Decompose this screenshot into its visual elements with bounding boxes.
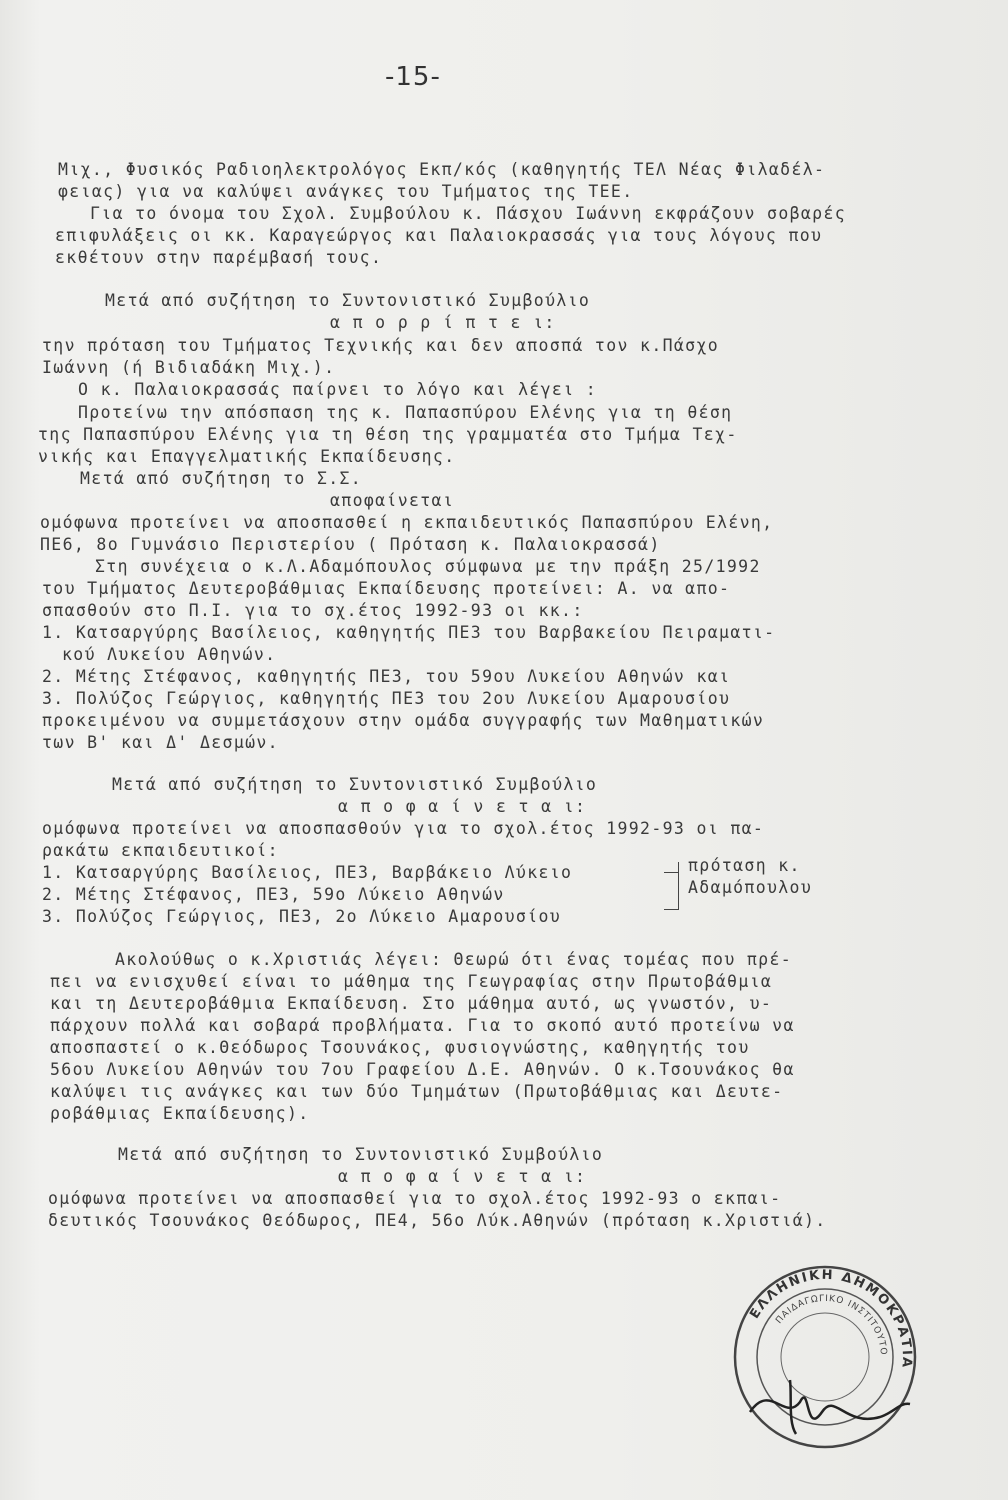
text-line: φειας) για να καλύψει ανάγκες του Τμήματος της ΤΕΕ. [58, 182, 634, 201]
text-line: Μιχ., Φυσικός Ραδιοηλεκτρολόγος Εκπ/κός (καθηγητής ΤΕΛ Νέας Φιλαδέλ- [58, 160, 826, 179]
page-number: -15- [385, 62, 441, 92]
stamp-inner-text: ΠΑΙΔΑΓΩΓΙΚΟ ΙΝΣΤΙΤΟΥΤΟ [774, 1293, 889, 1357]
text-line: σπασθούν στο Π.Ι. για το σχ.έτος 1992-93 οι κκ.: [42, 601, 584, 620]
text-line: 3. Πολύζος Γεώργιος, καθηγητής ΠΕ3 του 2ου Λυκείου Αμαρουσίου [42, 689, 731, 708]
bracket-note: πρόταση κ. [688, 856, 801, 875]
text-line: 2. Μέτης Στέφανος, καθηγητής ΠΕ3, του 59ου Λυκείου Αθηνών και [42, 667, 731, 686]
text-line: ροβάθμιας Εκπαίδευσης). [50, 1104, 310, 1123]
official-stamp [730, 1262, 920, 1452]
text-line: νικής και Επαγγελματικής Εκπαίδευσης. [38, 447, 456, 466]
bracket-line [664, 872, 678, 873]
text-line: επιφυλάξεις οι κκ. Καραγεώργος και Παλαιοκρασσάς για τους λόγους που [55, 226, 823, 245]
svg-text:ΠΑΙΔΑΓΩΓΙΚΟ ΙΝΣΤΙΤΟΥΤΟ [774, 1294, 888, 1356]
text-line: του Τμήματος Δευτεροβάθμιας Εκπαίδευσης προτείνει: Α. να απο- [42, 579, 731, 598]
list-item: 3. Πολύζος Γεώργιος, ΠΕ3, 2ο Λύκειο Αμαρουσίου [42, 907, 562, 926]
text-line: Μετά από συζήτηση το Συντονιστικό Συμβούλιο [118, 1145, 604, 1164]
text-line: α π ο ρ ρ ί π τ ε ι: [330, 313, 556, 332]
text-line: αποσπαστεί ο κ.Θεόδωρος Τσουνάκος, φυσιογνώστης, καθηγητής του [50, 1038, 750, 1057]
text-line: Μετά από συζήτηση το Σ.Σ. [80, 469, 363, 488]
text-line: Ακολούθως ο κ.Χριστιάς λέγει: Θεωρώ ότι ένας τομέας που πρέ- [115, 950, 793, 969]
list-item: 2. Μέτης Στέφανος, ΠΕ3, 59ο Λύκειο Αθηνών [42, 885, 505, 904]
text-line: ομόφωνα προτείνει να αποσπασθεί για το σχολ.έτος 1992-93 ο εκπαι- [48, 1189, 782, 1208]
text-line: Ο κ. Παλαιοκρασσάς παίρνει το λόγο και λέγει : [78, 380, 598, 399]
list-item: 1. Κατσαργύρης Βασίλειος, ΠΕ3, Βαρβάκειο Λύκειο [42, 863, 573, 882]
stamp-outer-text: ΕΛΛΗΝΙΚΗ ΔΗΜΟΚΡΑΤΙΑ [747, 1267, 915, 1370]
text-line: αποφαίνεται [330, 491, 455, 510]
text-line: 1. Κατσαργύρης Βασίλειος, καθηγητής ΠΕ3 του Βαρβακείου Πειραματι- [42, 623, 776, 642]
text-line: α π ο φ α ί ν ε τ α ι: [338, 797, 587, 816]
text-line: και τη Δευτεροβάθμια Εκπαίδευση. Στο μάθημα αυτό, ως γνωστόν, υ- [50, 994, 773, 1013]
text-line: Προτείνω την απόσπαση της κ. Παπασπύρου Ελένης για τη θέση [78, 403, 733, 422]
text-line: την πρόταση του Τμήματος Τεχνικής και δεν αποσπά τον κ.Πάσχο [42, 336, 720, 355]
text-line: α π ο φ α ί ν ε τ α ι: [338, 1167, 587, 1186]
text-line: ομόφωνα προτείνει να αποσπασθεί η εκπαιδευτικός Παπασπύρου Ελένη, [40, 513, 774, 532]
text-line: Μετά από συζήτηση το Συντονιστικό Συμβούλιο [105, 291, 591, 310]
text-line: δευτικός Τσουνάκος Θεόδωρος, ΠΕ4, 56ο Λύκ.Αθηνών (πρόταση κ.Χριστιά). [48, 1211, 827, 1230]
text-line: των Β' και Δ' Δεσμών. [42, 733, 279, 752]
bracket-line [678, 862, 679, 910]
text-line: ρακάτω εκπαιδευτικοί: [42, 841, 279, 860]
bracket-note: Αδαμόπουλου [688, 878, 813, 897]
text-line: ομόφωνα προτείνει να αποσπασθούν για το σχολ.έτος 1992-93 οι πα- [42, 819, 765, 838]
text-line: πάρχουν πολλά και σοβαρά προβλήματα. Για το σκοπό αυτό προτείνω να [50, 1016, 795, 1035]
text-line: της Παπασπύρου Ελένης για τη θέση της γραμματέα στο Τμήμα Τεχ- [38, 425, 738, 444]
bracket-line [664, 909, 678, 910]
text-line: Για το όνομα του Σχολ. Συμβούλου κ. Πάσχου Ιωάννη εκφράζουν σοβαρές [90, 204, 847, 223]
text-line: κού Λυκείου Αθηνών. [62, 645, 277, 664]
text-line: καλύψει τις ανάγκες και των δύο Τμημάτων (Πρωτοβάθμιας και Δευτε- [50, 1082, 784, 1101]
text-line: ΠΕ6, 8ο Γυμνάσιο Περιστερίου ( Πρόταση κ. Παλαιοκρασσά) [40, 535, 661, 554]
text-line: Ιωάννη (ή Βιδιαδάκη Μιχ.). [42, 358, 336, 377]
text-line: πει να ενισχυθεί είναι το μάθημα της Γεωγραφίας στην Πρωτοβάθμια [50, 972, 773, 991]
text-line: 56ου Λυκείου Αθηνών του 7ου Γραφείου Δ.Ε. Αθηνών. Ο κ.Τσουνάκος θα [50, 1060, 795, 1079]
text-line: Μετά από συζήτηση το Συντονιστικό Συμβούλιο [112, 775, 598, 794]
text-line: Στη συνέχεια ο κ.Λ.Αδαμόπουλος σύμφωνα με την πράξη 25/1992 [95, 557, 761, 576]
text-line: προκειμένου να συμμετάσχουν στην ομάδα συγγραφής των Μαθηματικών [42, 711, 765, 730]
text-line: εκθέτουν στην παρέμβασή τους. [55, 248, 383, 267]
